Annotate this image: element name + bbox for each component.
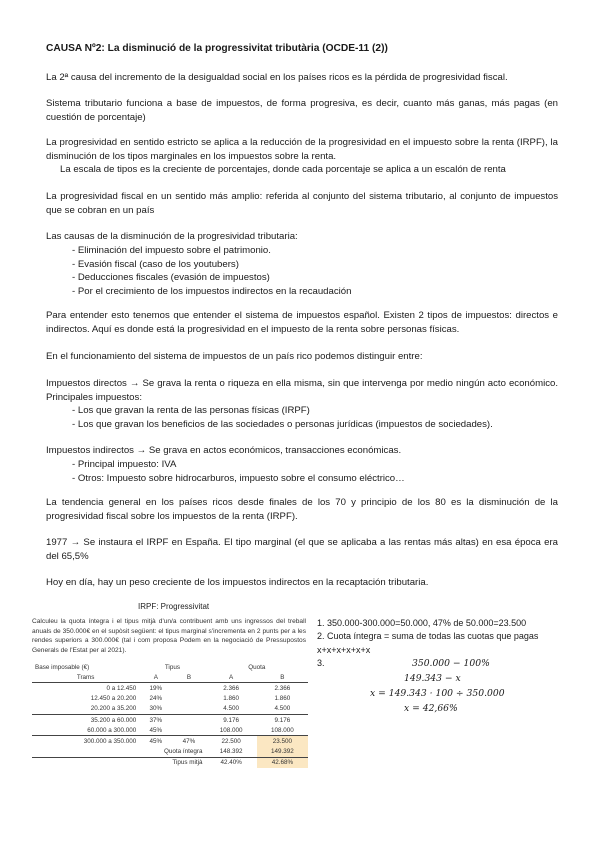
- figure-exercise-text: Calculeu la quota íntegra i el tipus mitjà d'un/a contribuent amb uns ingressos del treball anuals de 350.000€ en el supòsit següent: el tipus marginal s'incrementa en 2 punts per a les rendes superiors a 300.000€ (tal i com proposa Podem en la negociació de Pressupostos Generals de l'Estat per al 2021).: [32, 618, 306, 654]
- header-quota: Quota: [248, 663, 266, 671]
- list-item: - Principal impuesto: IVA: [72, 458, 405, 472]
- calc-step-2: 2. Cuota íntegra = suma de todas las cuotas que pagas x+x+x+x+x+x: [317, 631, 539, 655]
- list-item: - Los que gravan la renta de las personas físicas (IRPF): [72, 404, 493, 418]
- causes-intro: Las causas de la disminución de la progresividad tributaria:: [46, 231, 298, 242]
- indirect-taxes-intro: Impuestos indirectos → Se grava en actos económicos, transacciones económicas.: [46, 445, 402, 456]
- page-title: CAUSA Nº2: La disminució de la progressivitat tributària (OCDE-11 (2)): [46, 43, 388, 54]
- paragraph-1977: 1977 → Se instaura el IRPF en España. El tipo marginal (el que se aplicaba a las rentas más altas) en esa época era del 65,5%: [46, 537, 558, 562]
- causes-list: [72, 244, 351, 298]
- equation-3: x = 149.343 · 100 ÷ 350.000: [370, 688, 505, 699]
- calc-step-3-number: 3.: [317, 657, 325, 668]
- paragraph-indirect-weight: Hoy en día, hay un peso creciente de los impuestos indirectos en la recaptación tributaria.: [46, 577, 429, 588]
- quota-row: Quota íntegra 148.392 149.392: [32, 747, 308, 758]
- list-item: - Por el crecimiento de los impuestos indirectos en la recaudación: [72, 285, 351, 299]
- indirect-taxes-list: [72, 458, 405, 485]
- paragraph-distinguish: En el funcionamiento del sistema de impuestos de un país rico podemos distinguir entre:: [46, 351, 423, 362]
- subheader-trams: Trams: [32, 672, 139, 683]
- table-row: 20.200 a 35.200 30% 4.500 4.500: [90, 705, 291, 713]
- list-item: - Eliminación del impuesto sobre el patrimonio.: [72, 244, 351, 258]
- subheader-quota-a: A: [206, 672, 257, 683]
- equation-2: 149.343 − x: [404, 673, 461, 684]
- direct-taxes-list: [72, 404, 493, 431]
- table-row: 12.450 a 20.200 24% 1.860 1.860: [90, 695, 291, 703]
- paragraph-tax-system: Sistema tributario funciona a base de impuestos, de forma progresiva, es decir, cuanto más ganas, más pagas (en cuestión de porcentaje): [46, 98, 558, 123]
- direct-taxes-intro: Impuestos directos → Se grava la renta o riqueza en ella misma, sin que intervenga por medio ningún acto económico. Principales impuestos:: [46, 378, 558, 403]
- irpf-table: [32, 662, 308, 768]
- tipus-row: Tipus mitjà 42.40% 42.68%: [32, 757, 308, 768]
- paragraph-cause: La 2ª causa del incremento de la desigualdad social en los países ricos es la pérdida de progresividad fiscal.: [46, 72, 508, 83]
- header-base: Base imposable (€): [35, 663, 90, 671]
- table-row: 35.200 a 60.000 37% 9.176 9.176: [32, 714, 308, 725]
- paragraph-strict-progressivity: La progresividad en sentido estricto se aplica a la reducción de la progresividad en el impuesto sobre la renta (IRPF), la disminución de los tipos marginales en los impuestos sobre la renta.: [46, 137, 558, 162]
- quota-label: Quota íntegra: [164, 748, 203, 756]
- equation-1: 350.000 − 100%: [412, 658, 490, 669]
- table-row: 300.000 a 350.000 45% 47% 22.500 23.500: [32, 736, 308, 747]
- tipus-label: Tipus mitjà: [32, 757, 206, 768]
- figure-title: IRPF: Progressivitat: [138, 602, 210, 611]
- paragraph-trend: La tendencia general en los países ricos desde finales de los 70 y principio de los 80 es la disminución de la progresividad fiscal sobre los impuestos de la renta (IRPF).: [46, 497, 558, 522]
- table-row: 60.000 a 300.000 45% 108.000 108.000: [87, 726, 294, 734]
- table-row: 0 a 12.450 19% 2.366 2.366: [106, 684, 291, 692]
- table-header-row: [32, 662, 308, 672]
- list-item: - Evasión fiscal (caso de los youtubers): [72, 258, 351, 272]
- subheader-tipus-a: A: [139, 672, 172, 683]
- subheader-quota-b: B: [257, 672, 308, 683]
- list-item: - Otros: Impuesto sobre hidrocarburos, impuesto sobre el consumo eléctrico…: [72, 472, 405, 486]
- list-item: - Deducciones fiscales (evasión de impuestos): [72, 271, 351, 285]
- equation-4: x = 42,66%: [404, 703, 458, 714]
- paragraph-broad-progressivity: La progresividad fiscal en un sentido más amplio: referida al conjunto del sistema tributario, al conjunto de impuestos que se cobran en un país: [46, 191, 558, 216]
- list-item: - Los que gravan los beneficios de las sociedades o personas jurídicas (impuestos de sociedades).: [72, 418, 493, 432]
- table-subheader-row: [32, 672, 308, 683]
- paragraph-tax-scale: La escala de tipos es la creciente de porcentajes, donde cada porcentaje se aplica a un escalón de renta: [60, 164, 506, 175]
- calc-step-1: 1. 350.000-300.000=50.000, 47% de 50.000=23.500: [317, 618, 527, 628]
- paragraph-spanish-system: Para entender esto tenemos que entender el sistema de impuestos español. Existen 2 tipos de impuestos: directos e indirectos. Aquí es donde está la progresividad en el impuesto de la renta sobre personas físicas.: [46, 310, 558, 335]
- header-tipus: Tipus: [164, 663, 180, 671]
- subheader-tipus-b: B: [172, 672, 205, 683]
